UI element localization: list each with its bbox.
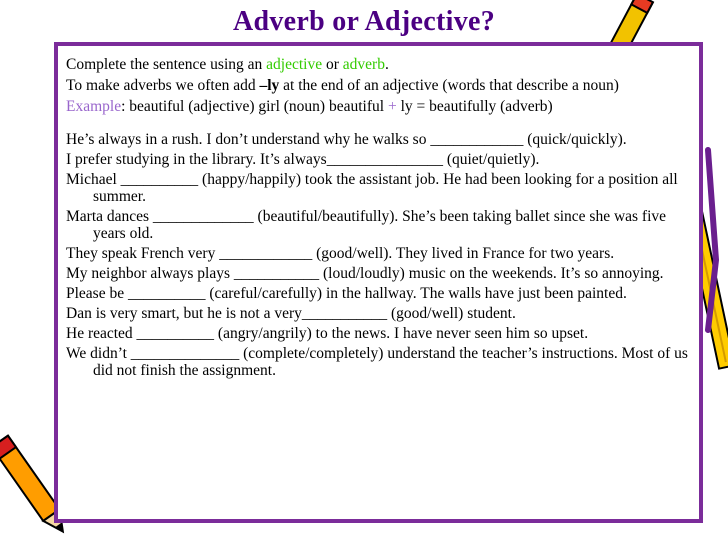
worksheet-frame bbox=[54, 42, 703, 523]
exercise-item: Dan is very smart, but he is not a very___________ (good/well) student. bbox=[66, 305, 516, 322]
exercise-item: They speak French very ____________ (good/well). They lived in France for two years. bbox=[66, 245, 615, 262]
rule-line: To make adverbs we often add –ly at the end of an adjective (words that describe a noun) bbox=[66, 77, 619, 94]
example-line: Example: beautiful (adjective) girl (noun) beautiful + ly = beautifully (adverb) bbox=[66, 98, 553, 115]
exercise-item: He reacted __________ (angry/angrily) to the news. I have never seen him so upset. bbox=[66, 325, 589, 342]
adverb-term: adverb bbox=[342, 56, 385, 73]
exercise-item: I prefer studying in the library. It’s always_______________ (quiet/quietly). bbox=[66, 151, 540, 168]
example-label: Example bbox=[66, 98, 122, 115]
exercise-item: He’s always in a rush. I don’t understand why he walks so ____________ (quick/quickly). bbox=[66, 131, 627, 148]
exercise-item: My neighbor always plays ___________ (loud/loudly) music on the weekends. It’s so annoying. bbox=[66, 265, 664, 282]
exercise-item: Marta dances _____________ (beautiful/beautifully). She’s been taking ballet since she was five years old. bbox=[66, 208, 667, 242]
adjective-term: adjective bbox=[266, 56, 323, 73]
ly-suffix: –ly bbox=[259, 77, 280, 94]
exercise-item: Please be __________ (careful/carefully) in the hallway. The walls have just been painted. bbox=[66, 285, 627, 302]
page-title: Adverb or Adjective? bbox=[232, 6, 496, 37]
exercise-item: We didn’t ______________ (complete/completely) understand the teacher’s instructions. Most of us did not finish the assignment. bbox=[66, 345, 688, 379]
exercise-item: Michael __________ (happy/happily) took the assistant job. He had been looking for a position all summer. bbox=[66, 171, 678, 205]
instruction-line: Complete the sentence using an adjective or adverb. bbox=[66, 56, 389, 73]
